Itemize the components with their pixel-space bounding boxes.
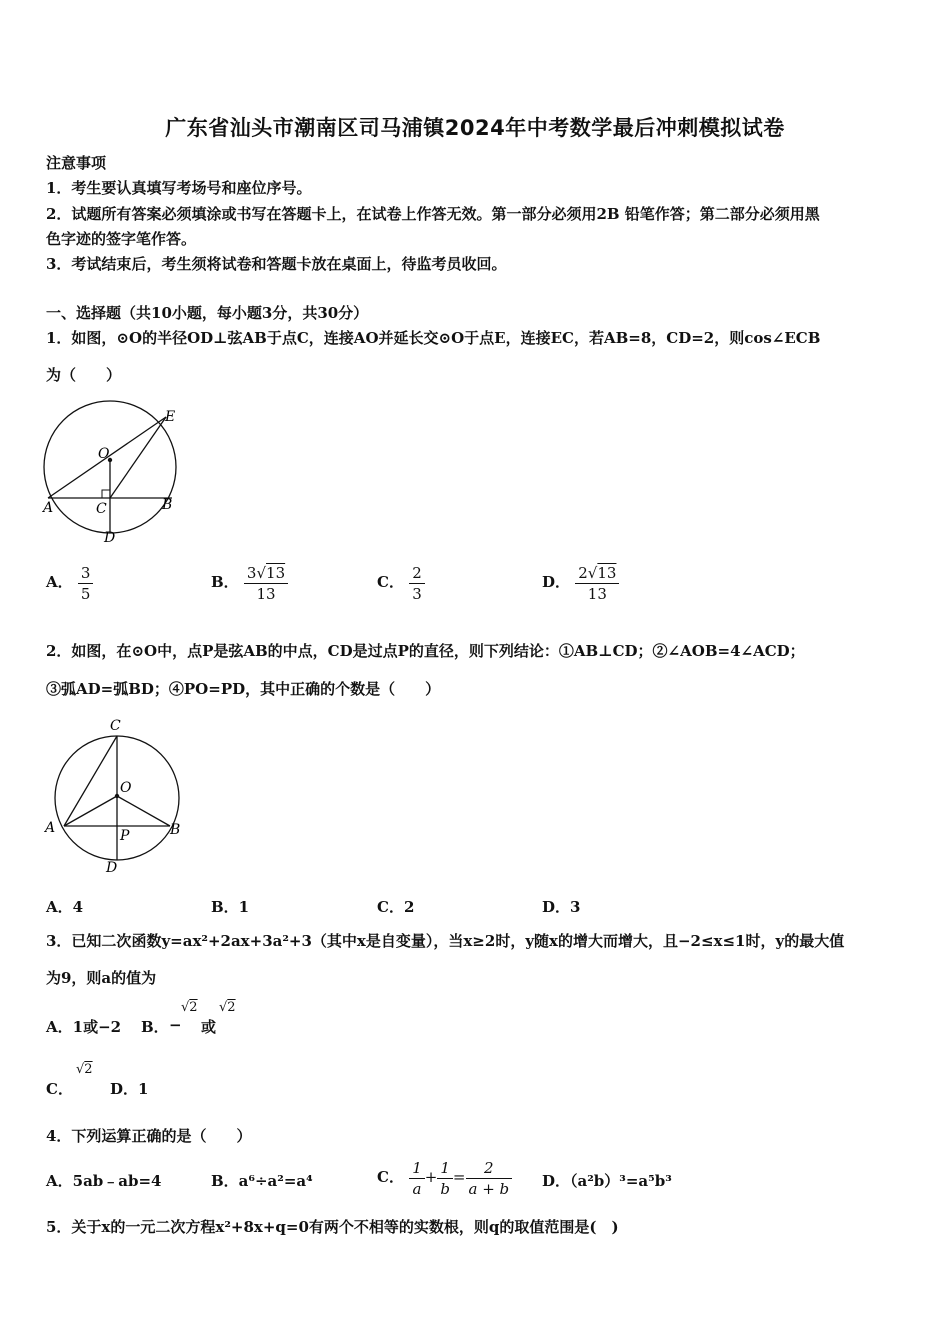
q1-label-c: C [96,501,107,517]
q2-circle-figure [40,712,190,877]
q1-label-b: B [162,497,173,513]
q2-text-line2: ③弧AD=弧BD；④PO=PD，其中正确的个数是（ ） [46,680,441,698]
page-title: 广东省汕头市潮南区司马浦镇2024年中考数学最后冲刺模拟试卷 [165,116,785,140]
q1-option-b[interactable]: B． $\frac{3√13}{13}$ [211,560,288,604]
q2-line-ao [64,796,117,826]
q2-option-a[interactable]: A．4 [46,898,84,916]
q2-label-p: P [120,828,130,844]
q1-option-c[interactable]: C． $\frac{2}{3}$ [377,560,425,604]
q3-option-a[interactable]: A．1或−2 [46,1018,122,1036]
notice-item-2: 2．试题所有答案必须填涂或书写在答题卡上，在试卷上作答无效。第一部分必须用2B 铅笔作答；第二部分必须用黑 [46,205,820,223]
notice-item-1: 1．考生要认真填写考场号和座位序号。 [46,179,312,197]
q2-option-c[interactable]: C．2 [377,898,415,916]
q1-option-a[interactable]: A． $\frac{3}{5}$ [46,560,93,604]
q3-option-b-sqrt1: √2 [181,1000,198,1015]
q2-label-c: C [110,718,121,734]
notice-heading: 注意事项 [46,154,107,172]
q1-text-line1: 1．如图，⊙O的半径OD⊥弦AB于点C，连接AO并延长交⊙O于点E，连接EC，若AB=8，CD=2，则cos∠ECB [46,329,821,347]
q2-option-d[interactable]: D．3 [542,898,581,916]
q4-option-c[interactable]: C． $\frac{1}{a}$ + $\frac{1}{b}$ = $\frac{2}{a + b}$ [377,1155,512,1199]
q2-center-dot [115,794,119,798]
q2-label-b: B [170,822,181,838]
q4-option-a[interactable]: A．5ab﹣ab=4 [46,1172,162,1190]
q1-label-e: E [165,409,176,425]
q4-option-d[interactable]: D．（a²b）³=a⁵b³ [542,1172,672,1190]
notice-item-3: 3．考试结束后，考生须将试卷和答题卡放在桌面上，待监考员收回。 [46,255,507,273]
q3-option-b-sqrt2: √2 [219,1000,236,1015]
q2-option-b[interactable]: B．1 [211,898,250,916]
q1-text-line2: 为（ ） [46,366,122,384]
q2-line-bo [117,796,170,826]
q1-label-a: A [43,500,54,516]
q5-text: 5．关于x的一元二次方程x²+8x+q=0有两个不相等的实数根，则q的取值范围是( ) [46,1218,619,1236]
q1-option-c-fraction: $\frac{2}{3}$ [409,563,425,604]
q1-circle-figure [38,395,188,550]
q2-line-ac [64,736,117,826]
q2-label-a: A [45,820,56,836]
q4-text: 4．下列运算正确的是（ ） [46,1127,252,1145]
q1-option-b-fraction: $\frac{3√13}{13}$ [244,563,288,604]
q2-label-d: D [106,860,118,876]
q1-line-ec [110,417,166,498]
q3-text-line2: 为9，则a的值为 [46,969,157,987]
q1-right-angle-mark [102,490,110,498]
q1-label-o: O [98,446,110,462]
q3-option-d[interactable]: D．1 [110,1080,149,1098]
section-heading: 一、选择题（共10小题，每小题3分，共30分） [46,304,369,322]
q1-option-a-fraction: $\frac{3}{5}$ [78,563,94,604]
q3-text-line1: 3．已知二次函数y=ax²+2ax+3a²+3（其中x是自变量），当x≥2时，y随x的增大而增大，且−2≤x≤1时，y的最大值 [46,932,845,950]
q1-option-d[interactable]: D． $\frac{2√13}{13}$ [542,560,619,604]
q3-option-c[interactable]: C． √2 [46,1062,93,1098]
notice-item-2-cont: 色字迹的签字笔作答。 [46,230,197,248]
q2-label-o: O [120,780,132,796]
q1-option-d-fraction: $\frac{2√13}{13}$ [575,563,619,604]
q2-text-line1: 2．如图，在⊙O中，点P是弦AB的中点，CD是过点P的直径，则下列结论：①AB⊥CD；②∠AOB=4∠ACD； [46,642,805,660]
q4-option-b[interactable]: B．a⁶÷a²=a⁴ [211,1172,313,1190]
q1-label-d: D [104,530,116,546]
q3-option-c-sqrt: √2 [76,1062,93,1077]
